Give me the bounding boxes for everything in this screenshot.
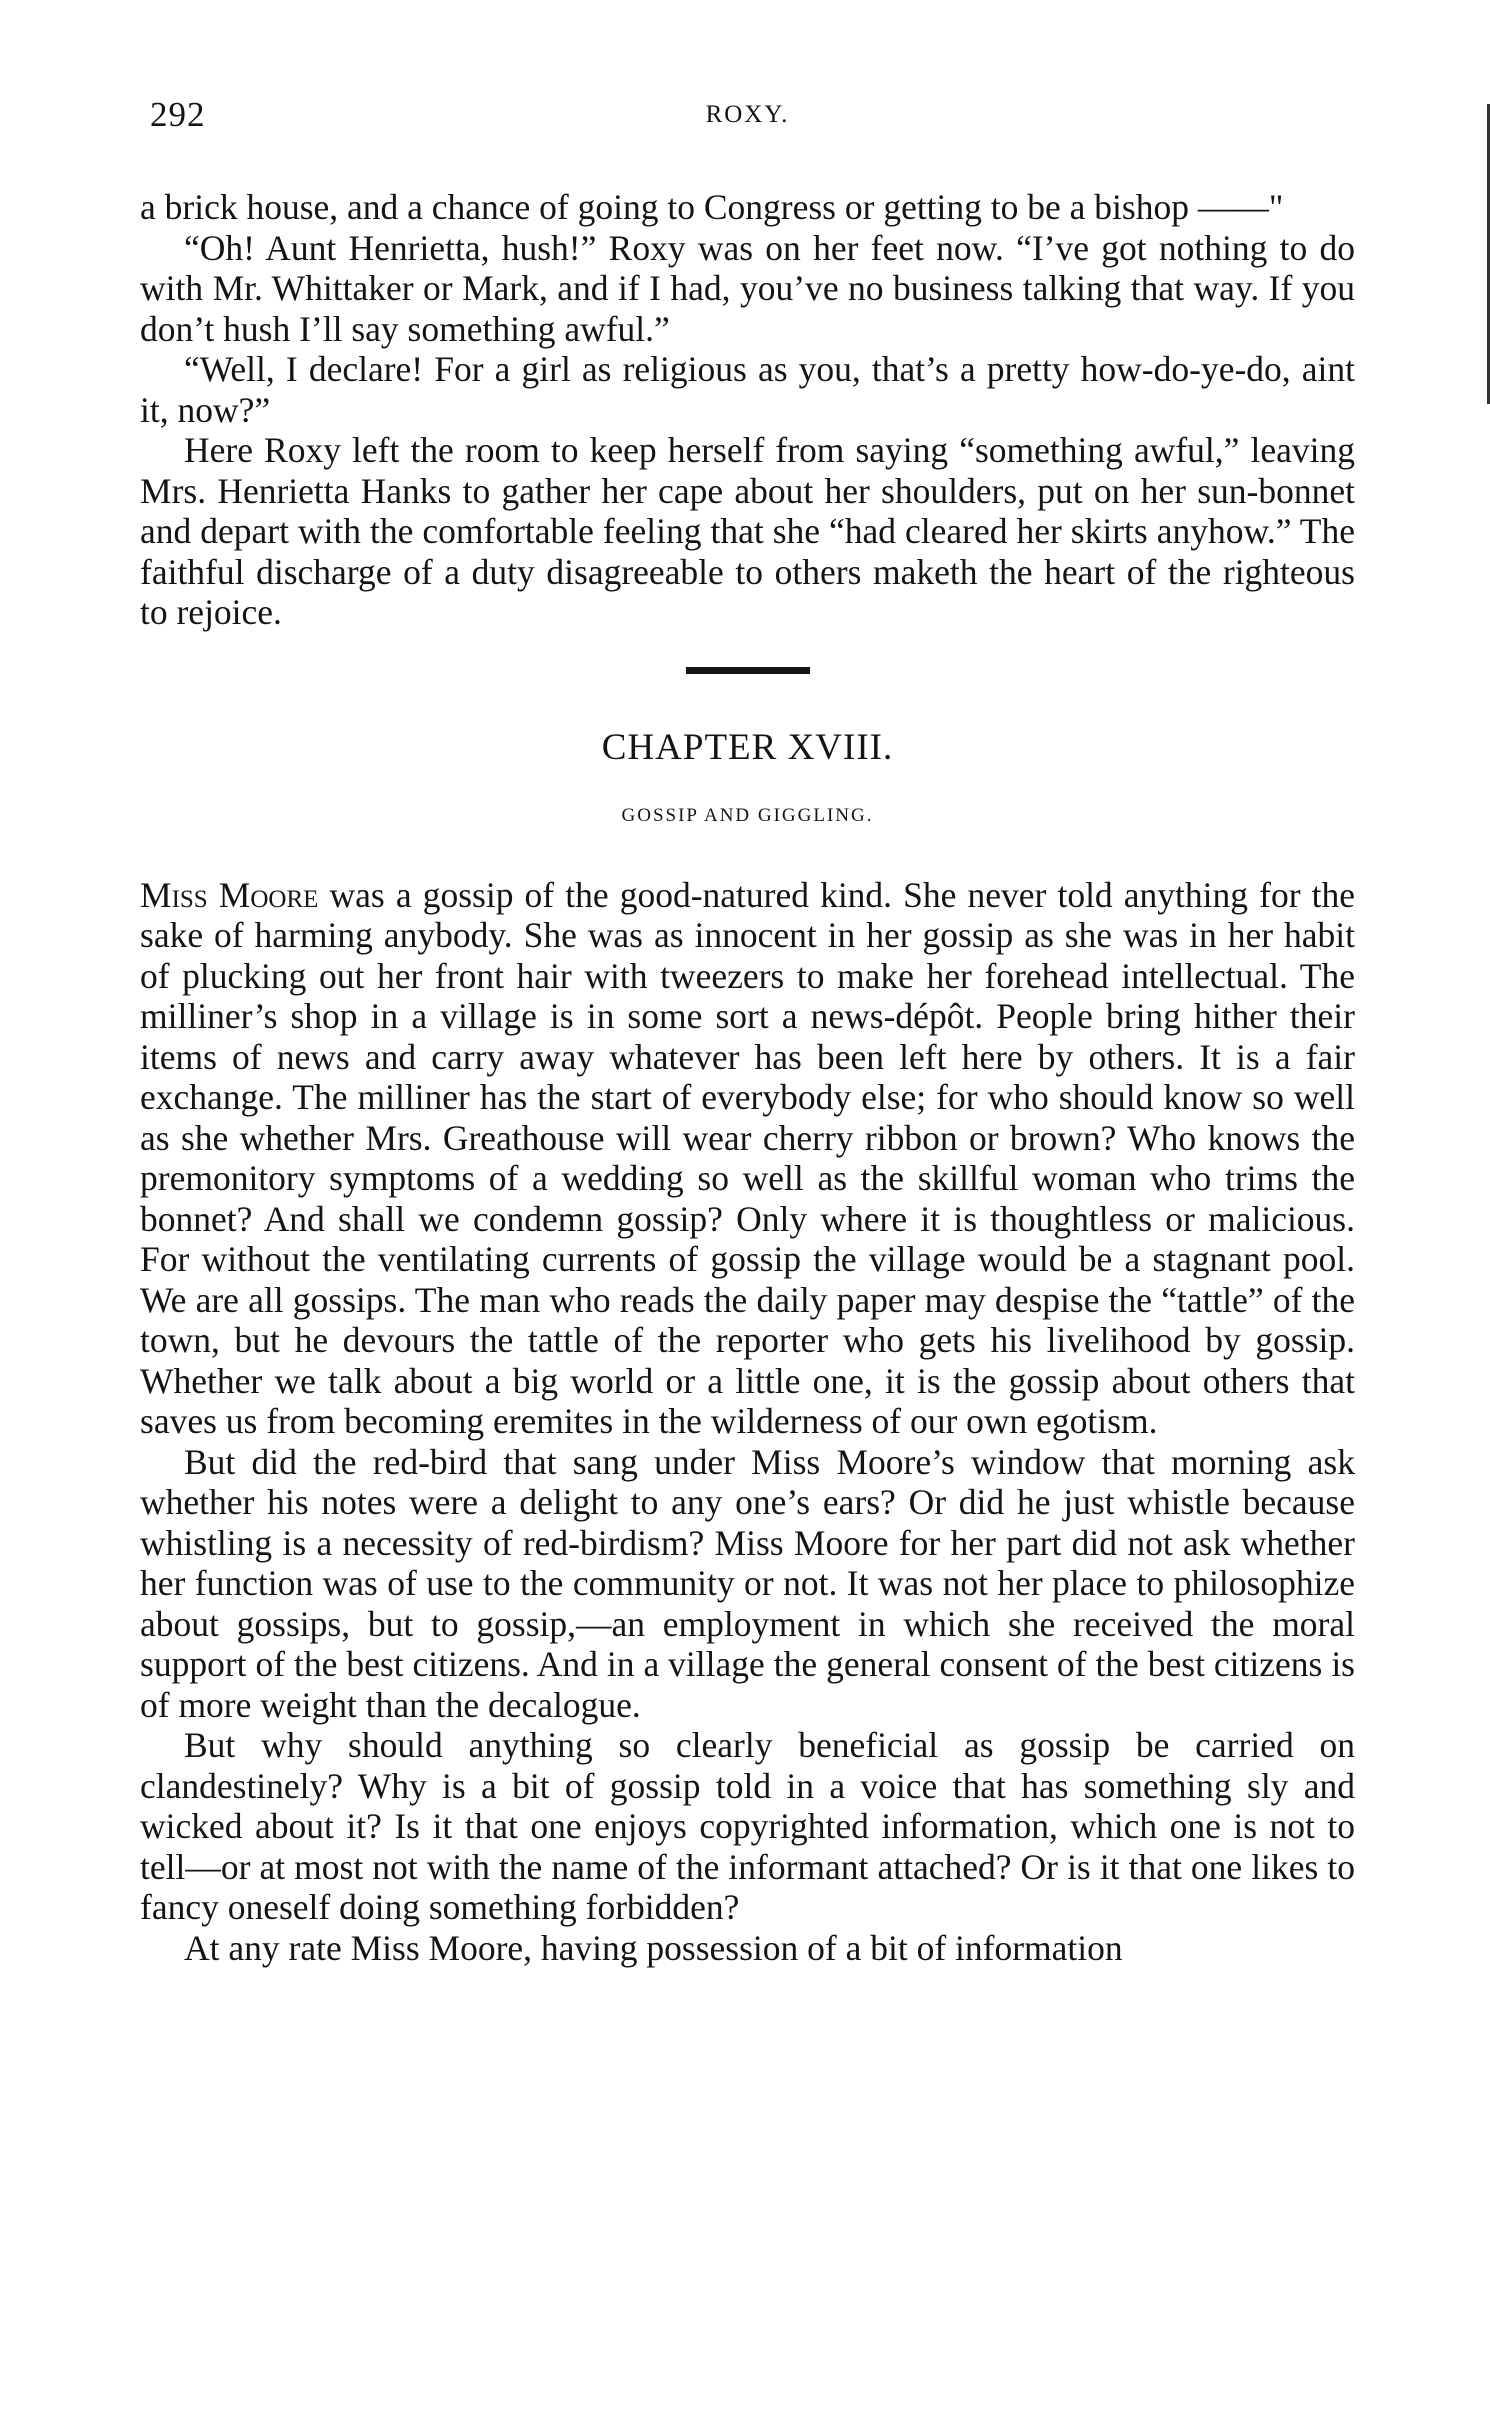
paragraph-chapter-opening bbox=[140, 875, 1355, 1442]
running-title: ROXY. bbox=[705, 101, 790, 128]
paragraph: “Well, I declare! For a girl as religious as you, that’s a pretty how-do-ye-do, aint it, now?” bbox=[140, 349, 1355, 430]
paragraph-continuation: a brick house, and a chance of going to Congress or getting to be a bishop ——" bbox=[140, 187, 1284, 227]
opening-small-caps: Miss Moore bbox=[140, 874, 319, 915]
page-header bbox=[140, 95, 1355, 145]
paragraph: Here Roxy left the room to keep herself from saying “something awful,” leaving Mrs. Henrietta Hanks to gather her cape about her shoulders, put on her sun-bonnet and depart with the comfortable feeling that she “had cleared her skirts anyhow.” The faithful discharge of a duty disagreeable to others maketh the heart of the righteous to rejoice. bbox=[140, 430, 1355, 632]
paragraph-last: At any rate Miss Moore, having possession of a bit of information bbox=[184, 1927, 1123, 1968]
chapter-subtitle: GOSSIP AND GIGGLING. bbox=[621, 804, 874, 826]
opening-text: was a gossip of the good-natured kind. She never told anything for the sake of harming anybody. She was as innocent in her gossip as she was in her habit of plucking out her front hair with tweezers to make her forehead intellectual. The milliner’s shop in a village is in some sort a news-dépôt. People bring hither their items of news and carry away whatever has been left here by others. It is a fair exchange. The milliner has the start of everybody else; for who should know so well as she whether Mrs. Greathouse will wear cherry ribbon or brown? Who knows the premonitory symptoms of a wedding so well as the skillful woman who trims the bonnet? And shall we condemn gossip? Only where it is thoughtless or malicious. For without the ventilating currents of gossip the village would be a stagnant pool. We are all gossips. The man who reads the daily paper may despise the “tattle” of the town, but he devours the tattle of the reporter who gets his livelihood by gossip. Whether we talk about a big world or a little one, it is the gossip about others that saves us from becoming eremites in the wilderness of our own egotism. bbox=[140, 874, 1355, 1441]
paragraph: “Oh! Aunt Henrietta, hush!” Roxy was on her feet now. “I’ve got nothing to do with Mr. Whittaker or Mark, and if I had, you’ve no business talking that way. If you don’t hush I’ll say something awful.” bbox=[140, 227, 1355, 349]
paragraph: But why should anything so clearly beneficial as gossip be carried on clandestinely? Why is a bit of gossip told in a voice that has something sly and wicked about it? Is it that one enjoys copyrighted information, which one is not to tell—or at most not with the name of the informant attached? Or is it that one likes to fancy oneself doing something forbidden? bbox=[140, 1725, 1355, 1927]
paragraph: But did the red-bird that sang under Miss Moore’s window that morning ask whether his notes were a delight to any one’s ears? Or did he just whistle because whistling is a necessity of red-birdism? Miss Moore for her part did not ask whether her function was of use to the community or not. It was not her place to philosophize about gossips, but to gossip,—an employment in which she received the moral support of the best citizens. And in a village the general consent of the best citizens is of more weight than the decalogue. bbox=[140, 1441, 1355, 1725]
book-page bbox=[140, 95, 1355, 1968]
chapter-title: CHAPTER XVIII. bbox=[601, 726, 894, 768]
section-divider bbox=[686, 667, 810, 674]
page-number: 292 bbox=[150, 95, 206, 134]
